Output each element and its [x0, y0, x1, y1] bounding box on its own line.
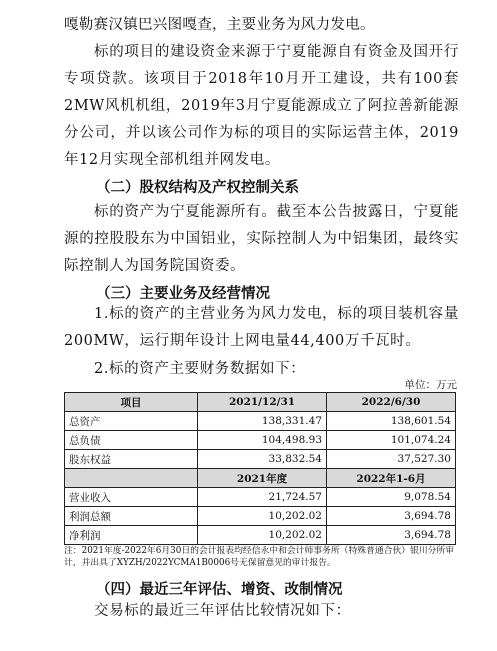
- table-row: [65, 450, 456, 469]
- table-cell: 利润总额: [65, 507, 198, 526]
- table-cell: 10,202.02: [198, 526, 327, 545]
- paragraph-business: 1.标的资产的主营业务为风力发电，标的项目装机容量200MW，运行期年设计上网电量44,400万千瓦时。: [64, 306, 459, 349]
- table-cell: 3,694.78: [327, 507, 456, 526]
- table-header-cell: [65, 469, 198, 488]
- financial-table: [64, 392, 456, 545]
- section-heading-equity: （二）股权结构及产权控制关系: [96, 179, 299, 196]
- table-row: [65, 412, 456, 431]
- table-header-row: [65, 469, 456, 488]
- table-cell: 138,331.47: [198, 412, 327, 431]
- table-cell: 总资产: [65, 412, 198, 431]
- table-cell: 营业收入: [65, 488, 198, 507]
- paragraph-financial-intro: 2.标的资产主要财务数据如下：: [94, 361, 306, 377]
- table-cell: 33,832.54: [198, 450, 327, 469]
- table-header-cell: 项目: [65, 393, 198, 412]
- table-header-cell: 2022年1-6月: [327, 469, 456, 488]
- table-cell: 21,724.57: [198, 488, 327, 507]
- section-heading-valuation: （四）最近三年评估、增资、改制情况: [96, 581, 343, 598]
- paragraph-equity: 标的资产为宁夏能源所有。截至本公告披露日，宁夏能源的控股股东为中国铝业，实际控制人为中铝集团，最终实际控制人为国务院国资委。: [64, 204, 459, 274]
- table-cell: 3,694.78: [327, 526, 456, 545]
- table-header-cell: 2021/12/31: [198, 393, 327, 412]
- table-cell: 138,601.54: [327, 412, 456, 431]
- table-footnote: 注：2021年度-2022年6月30日的会计报表均经信永中和会计师事务所（特殊普通合伙）银川分所审计，并出具了XYZH/2022YCMA1B0006号无保留意见的审计报告。: [64, 546, 455, 568]
- paragraph-project-funding: 标的项目的建设资金来源于宁夏能源自有资金及国开行专项贷款。该项目于2018年10月开工建设，共有100套2MW风机机组，2019年3月宁夏能源成立了阿拉善新能源分公司，并以该公司作为标的项目的实际运营主体，2019年12月实现全部机组并网发电。: [64, 44, 459, 168]
- section-heading-business: （三）主要业务及经营情况: [96, 285, 270, 302]
- table-row: [65, 431, 456, 450]
- table-cell: 37,527.30: [327, 450, 456, 469]
- table-header-row: [65, 393, 456, 412]
- table-row: [65, 507, 456, 526]
- table-cell: 9,078.54: [327, 488, 456, 507]
- unit-label: 单位：万元: [404, 379, 457, 391]
- table-cell: 净利润: [65, 526, 198, 545]
- table-cell: 10,202.02: [198, 507, 327, 526]
- paragraph-continuation: 嘎勒赛汉镇巴兴图嘎查，主要业务为风力发电。: [64, 17, 375, 33]
- table-cell: 总负债: [65, 431, 198, 450]
- table-cell: 104,498.93: [198, 431, 327, 450]
- table-row: [65, 488, 456, 507]
- table-header-cell: 2022/6/30: [327, 393, 456, 412]
- paragraph-valuation-intro: 交易标的最近三年评估比较情况如下：: [94, 603, 351, 619]
- table-cell: 股东权益: [65, 450, 198, 469]
- table-header-cell: 2021年度: [198, 469, 327, 488]
- table-cell: 101,074.24: [327, 431, 456, 450]
- table-row: [65, 526, 456, 545]
